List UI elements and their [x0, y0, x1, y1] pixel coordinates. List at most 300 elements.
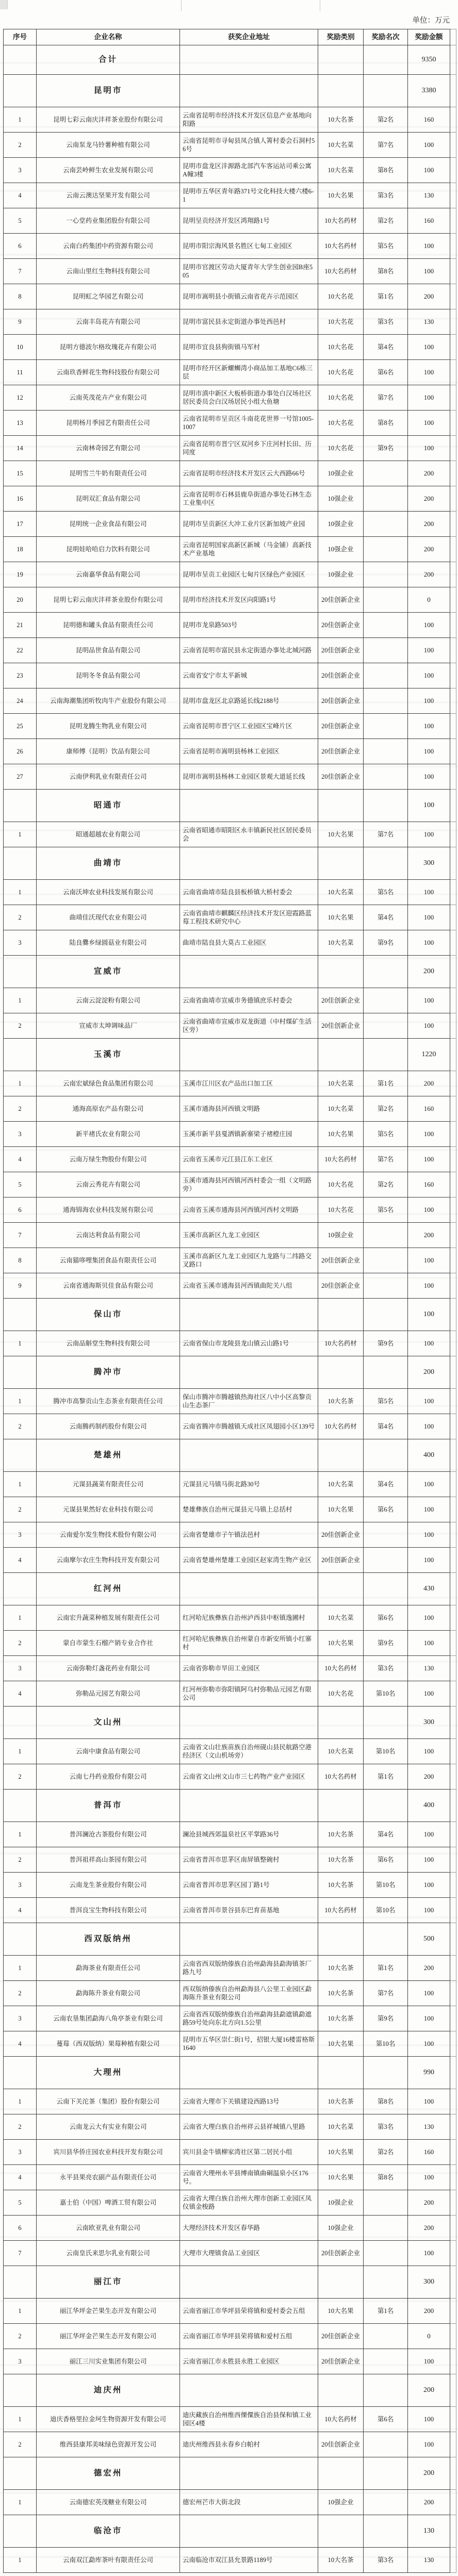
- table-row: [4, 537, 456, 562]
- table-row: [4, 2057, 456, 2089]
- cell-rank: [364, 537, 408, 562]
- cell-rank: [364, 461, 408, 486]
- cell-seq: 2: [4, 1764, 37, 1790]
- cell-rank: [364, 1439, 408, 1472]
- cell-category: 10大名花: [318, 436, 364, 461]
- cell-address: 云南省曲靖市宣威市务德镇庶乐村委会: [180, 988, 318, 1013]
- cell-category: 20佳创新企业: [318, 2324, 364, 2349]
- sliver-column: [450, 638, 456, 663]
- cell-address: 云南省保山市龙陵县龙山镇云山路1号: [180, 1331, 318, 1356]
- sliver-column: [450, 1122, 456, 1147]
- cell-amount: 200: [408, 537, 450, 562]
- table-row: [4, 930, 456, 956]
- cell-amount: 100: [408, 739, 450, 764]
- cell-seq: 1: [4, 2299, 37, 2324]
- cell-category: [318, 2266, 364, 2299]
- table-row: [4, 1299, 456, 1331]
- cell-category: 10大名果: [318, 1122, 364, 1147]
- col-header-seq: 序号: [4, 29, 37, 45]
- cell-company-name: 云南爱尔发生物技术股份有限公司: [37, 1522, 180, 1548]
- sliver-column: [450, 1497, 456, 1522]
- cell-category: [318, 2515, 364, 2548]
- cell-company-name: 昆明杨月季园艺有限责任公司: [37, 411, 180, 436]
- cell-company-name: 西双版纳州: [37, 1923, 180, 1956]
- table-row: [4, 562, 456, 587]
- cell-address: 云南省腾冲市腾越镇天成社区凤翅园小区139号: [180, 1414, 318, 1439]
- cell-address: 昆明市五华区崇仁街1号，招银大厦16楼雷格斯 1640: [180, 2031, 318, 2057]
- cell-rank: [364, 663, 408, 688]
- cell-seq: [4, 790, 37, 822]
- cell-rank: [364, 2190, 408, 2216]
- cell-category: 20佳创新企业: [318, 587, 364, 613]
- table-row: [4, 2299, 456, 2324]
- cell-address: 云南省曲靖市陆良县板桥镇大桥村委会: [180, 880, 318, 905]
- cell-seq: 4: [4, 1147, 37, 1172]
- sliver-column: [450, 1656, 456, 1681]
- sliver-column: [450, 29, 456, 45]
- cell-amount: 100: [408, 1331, 450, 1356]
- table-row: [4, 1248, 456, 1273]
- cell-company-name: 昆明七彩云南庆沣祥茶业股份有限公司: [37, 107, 180, 133]
- cell-amount: 100: [408, 1631, 450, 1656]
- cell-address: 云南省昆明市晋宁区双河乡下庄河村长田、历同度: [180, 436, 318, 461]
- cell-category: 10大名茶: [318, 1847, 364, 1873]
- cell-amount: 100: [408, 822, 450, 847]
- cell-company-name: 丽江市: [37, 2266, 180, 2299]
- table-row: [4, 2324, 456, 2349]
- cell-address: 云南省昭通市昭阳区永丰镇新民社区居民委员会: [180, 822, 318, 847]
- cell-category: 10大名茶: [318, 1389, 364, 1414]
- table-row: [4, 2548, 456, 2573]
- cell-category: 20佳创新企业: [318, 714, 364, 739]
- table-row: [4, 1573, 456, 1605]
- sliver-column: [450, 1573, 456, 1605]
- cell-rank: [364, 790, 408, 822]
- cell-address: 红河哈尼族彝族自治州蒙自市新安所镇小红寨村: [180, 1631, 318, 1656]
- cell-seq: 7: [4, 259, 37, 284]
- cell-rank: 第9名: [364, 2006, 408, 2031]
- cell-seq: 3: [4, 2006, 37, 2031]
- cell-rank: [364, 2216, 408, 2241]
- cell-rank: [364, 45, 408, 75]
- cell-company-name: 云南泵龙马铃薯种植有限公司: [37, 133, 180, 158]
- cell-rank: 第5名: [364, 1197, 408, 1223]
- cell-company-name: 红河州: [37, 1573, 180, 1605]
- sliver-column: [450, 133, 456, 158]
- sliver-column: [450, 75, 456, 107]
- table-row: [4, 208, 456, 234]
- table-row: [4, 1522, 456, 1548]
- cell-seq: 7: [4, 1223, 37, 1248]
- sliver-column: [450, 1981, 456, 2006]
- col-header-company-name: 企业名称: [37, 29, 180, 45]
- cell-amount: 100: [408, 880, 450, 905]
- sliver-column: [450, 2216, 456, 2241]
- sliver-column: [450, 2165, 456, 2190]
- cell-rank: 第5名: [364, 234, 408, 259]
- cell-category: 10大名花: [318, 1197, 364, 1223]
- cell-rank: 第2名: [364, 1172, 408, 1197]
- cell-company-name: 云南万绿生物股份有限公司: [37, 1147, 180, 1172]
- cell-rank: [364, 2324, 408, 2349]
- cell-seq: 1: [4, 1956, 37, 1981]
- table-row: [4, 1039, 456, 1071]
- table-row: [4, 45, 456, 75]
- col-header-rank: 奖励名次: [364, 29, 408, 45]
- cell-category: 10大名菜: [318, 1096, 364, 1122]
- cell-amount: 200: [408, 2190, 450, 2216]
- cell-seq: 1: [4, 2089, 37, 2114]
- cell-amount: 0: [408, 587, 450, 613]
- cell-amount: 200: [408, 562, 450, 587]
- cell-seq: 2: [4, 1414, 37, 1439]
- sliver-column: [450, 259, 456, 284]
- sliver-column: [450, 1873, 456, 1898]
- cell-address: 云南省丽江市永胜县永胜工业园区: [180, 2349, 318, 2374]
- cell-seq: [4, 2457, 37, 2490]
- cell-category: 10强企业: [318, 512, 364, 537]
- cell-seq: 4: [4, 1681, 37, 1707]
- table-row: [4, 360, 456, 385]
- cell-address: 玉溪市高新区九龙工业园区: [180, 1223, 318, 1248]
- cell-amount: 100: [408, 2432, 450, 2457]
- sliver-column: [450, 790, 456, 822]
- cell-rank: [364, 486, 408, 512]
- sliver-column: [450, 1356, 456, 1389]
- cell-rank: 第4名: [364, 905, 408, 930]
- table-row: [4, 486, 456, 512]
- cell-address: 玉溪市江川区农产品出口加工区: [180, 1071, 318, 1096]
- cell-amount: 300: [408, 1707, 450, 1739]
- sliver-column: [450, 2089, 456, 2114]
- cell-seq: 5: [4, 1172, 37, 1197]
- cell-rank: 第8名: [364, 158, 408, 183]
- cell-seq: [4, 1039, 37, 1071]
- cell-rank: 第2名: [364, 1096, 408, 1122]
- cell-amount: 100: [408, 1847, 450, 1873]
- table-row: [4, 587, 456, 613]
- cell-seq: 1: [4, 1822, 37, 1847]
- cell-rank: 第9名: [364, 930, 408, 956]
- cell-company-name: 昆明统一企业食品有限公司: [37, 512, 180, 537]
- cell-company-name: 云南伊利乳业有限责任公司: [37, 764, 180, 790]
- scan-artifact-strip: [0, 0, 458, 12]
- cell-address: [180, 1299, 318, 1331]
- table-row: [4, 2190, 456, 2216]
- cell-category: 10大名花: [318, 335, 364, 360]
- cell-amount: 100: [408, 1522, 450, 1548]
- cell-seq: 4: [4, 1548, 37, 1573]
- cell-seq: 1: [4, 107, 37, 133]
- cell-category: 20佳创新企业: [318, 688, 364, 714]
- cell-amount: 200: [408, 1223, 450, 1248]
- cell-rank: 第5名: [364, 1389, 408, 1414]
- cell-address: 红河哈尼族彝族自治州泸西县中枢镇逸圃村: [180, 1605, 318, 1631]
- cell-company-name: 临沧市: [37, 2515, 180, 2548]
- table-row: [4, 638, 456, 663]
- sliver-column: [450, 1631, 456, 1656]
- sliver-column: [450, 385, 456, 411]
- cell-amount: 100: [408, 1681, 450, 1707]
- cell-address: 昆明市呈贡工业园区七甸片区绿色产业园区: [180, 562, 318, 587]
- cell-company-name: 昆明方德波尔格玫瑰花卉有限公司: [37, 335, 180, 360]
- sliver-column: [450, 2407, 456, 2432]
- cell-rank: [364, 847, 408, 880]
- sliver-column: [450, 1013, 456, 1039]
- cell-category: 10大名药材: [318, 1656, 364, 1681]
- sliver-column: [450, 335, 456, 360]
- table-row: [4, 1681, 456, 1707]
- cell-amount: 130: [408, 309, 450, 335]
- cell-rank: 第10名: [364, 1739, 408, 1764]
- cell-seq: 19: [4, 562, 37, 587]
- cell-category: 20佳创新企业: [318, 613, 364, 638]
- cell-address: [180, 2374, 318, 2407]
- cell-seq: 6: [4, 1197, 37, 1223]
- table-row: [4, 764, 456, 790]
- cell-rank: 第6名: [364, 1605, 408, 1631]
- cell-company-name: 云南摩尔农庄生物科技开发有限公司: [37, 1548, 180, 1573]
- cell-seq: 8: [4, 1248, 37, 1273]
- cell-rank: 第3名: [364, 309, 408, 335]
- cell-category: 10大名花: [318, 411, 364, 436]
- cell-seq: [4, 2374, 37, 2407]
- cell-amount: 100: [408, 2031, 450, 2057]
- cell-company-name: 嘉士伯（中国）啤酒工贸有限公司: [37, 2190, 180, 2216]
- cell-address: 西双版纳傣族自治州勐海县八公里工业园区勐海陈升茶业有限公司: [180, 1981, 318, 2006]
- cell-rank: 第8名: [364, 411, 408, 436]
- cell-category: 20佳创新企业: [318, 1248, 364, 1273]
- table-row: [4, 1197, 456, 1223]
- sliver-column: [450, 587, 456, 613]
- col-header-category: 奖励类别: [318, 29, 364, 45]
- table-row: [4, 2165, 456, 2190]
- cell-company-name: 云南省通海斯贝佳食品有限公司: [37, 1273, 180, 1299]
- table-row: [4, 613, 456, 638]
- cell-rank: [364, 2515, 408, 2548]
- sliver-column: [450, 284, 456, 309]
- cell-seq: 22: [4, 638, 37, 663]
- sliver-column: [450, 613, 456, 638]
- cell-seq: [4, 1707, 37, 1739]
- cell-amount: 100: [408, 688, 450, 714]
- sliver-column: [450, 208, 456, 234]
- sliver-column: [450, 2114, 456, 2140]
- cell-company-name: 蒙自市蒙生石榴产销专业合作社: [37, 1631, 180, 1656]
- cell-company-name: 丽江华坪金芒果生态开发有限公司: [37, 2299, 180, 2324]
- cell-amount: 100: [408, 335, 450, 360]
- cell-rank: [364, 2241, 408, 2266]
- cell-amount: 100: [408, 764, 450, 790]
- cell-category: 10大名茶: [318, 1981, 364, 2006]
- cell-company-name: 腾冲市高黎贡山生态茶业有限责任公司: [37, 1389, 180, 1414]
- sliver-column: [450, 1172, 456, 1197]
- cell-rank: 第7名: [364, 385, 408, 411]
- table-row: [4, 1389, 456, 1414]
- sliver-column: [450, 1273, 456, 1299]
- cell-company-name: 昭通超越农业有限公司: [37, 822, 180, 847]
- cell-category: 10大名药材: [318, 234, 364, 259]
- cell-company-name: 云南品斛堂生物科技有限公司: [37, 1331, 180, 1356]
- table-row: [4, 2006, 456, 2031]
- cell-rank: [364, 714, 408, 739]
- table-row: [4, 1472, 456, 1497]
- table-row: [4, 259, 456, 284]
- cell-category: [318, 1707, 364, 1739]
- cell-address: 云南省普洱市思茅区园丁路1号: [180, 1873, 318, 1898]
- sliver-column: [450, 1739, 456, 1764]
- cell-company-name: 云南云澳达坚果开发有限公司: [37, 183, 180, 208]
- cell-amount: 100: [408, 1299, 450, 1331]
- cell-amount: 100: [408, 1248, 450, 1273]
- cell-seq: 1: [4, 822, 37, 847]
- cell-address: 迪庆州维西县永春乡白帕村: [180, 2432, 318, 2457]
- cell-address: 云南省西双版纳傣族自治州勐海县勐海镇茶厂路九号: [180, 1956, 318, 1981]
- cell-address: 玉溪市通海县河西镇文明路: [180, 1096, 318, 1122]
- cell-category: [318, 1299, 364, 1331]
- cell-company-name: 云南沃坤农业科技发展有限公司: [37, 880, 180, 905]
- table-row: [4, 1790, 456, 1822]
- sliver-column: [450, 486, 456, 512]
- sliver-column: [450, 764, 456, 790]
- cell-seq: 1: [4, 1605, 37, 1631]
- cell-rank: 第10名: [364, 1873, 408, 1898]
- cell-category: 10大名药材: [318, 1898, 364, 1923]
- cell-category: [318, 1573, 364, 1605]
- cell-rank: 第7名: [364, 133, 408, 158]
- cell-address: 迪庆藏族自治州维西傈僳族自治县保和镇工业园区4楼: [180, 2407, 318, 2432]
- cell-category: 10大名茶: [318, 107, 364, 133]
- cell-amount: 100: [408, 360, 450, 385]
- cell-category: 10大名茶: [318, 2006, 364, 2031]
- sliver-column: [450, 847, 456, 880]
- cell-seq: 2: [4, 1631, 37, 1656]
- cell-rank: 第2名: [364, 2140, 408, 2165]
- cell-company-name: 文山州: [37, 1707, 180, 1739]
- cell-address: 云南省昆明国家高新区新城（马金铺）高新技术产业基地: [180, 537, 318, 562]
- table-row: [4, 663, 456, 688]
- cell-company-name: 云南龙云大有实业有限公司: [37, 2114, 180, 2140]
- table-row: [4, 2432, 456, 2457]
- cell-company-name: 曲靖市: [37, 847, 180, 880]
- table-row: [4, 1898, 456, 1923]
- cell-company-name: 云南林奇园艺有限公司: [37, 436, 180, 461]
- sliver-column: [450, 739, 456, 764]
- sliver-column: [450, 1605, 456, 1631]
- cell-amount: 160: [408, 1172, 450, 1197]
- cell-category: 10大名果: [318, 822, 364, 847]
- table-row: [4, 1331, 456, 1356]
- table-row: [4, 880, 456, 905]
- cell-rank: 第10名: [364, 1681, 408, 1707]
- cell-seq: 6: [4, 2216, 37, 2241]
- table-row: [4, 1822, 456, 1847]
- cell-rank: 第3名: [364, 2114, 408, 2140]
- table-row: [4, 714, 456, 739]
- cell-amount: 100: [408, 2089, 450, 2114]
- sliver-column: [450, 537, 456, 562]
- table-row: [4, 1439, 456, 1472]
- cell-address: 昆明市盘龙区沣源路北部汽车客运站司乘公寓A幢3楼: [180, 158, 318, 183]
- reward-table: [3, 29, 456, 2573]
- sliver-column: [450, 411, 456, 436]
- cell-category: 10强企业: [318, 1223, 364, 1248]
- cell-category: 10大名花: [318, 1172, 364, 1197]
- sliver-column: [450, 2374, 456, 2407]
- cell-amount: 200: [408, 2457, 450, 2490]
- sliver-column: [450, 822, 456, 847]
- table-body: [4, 45, 456, 2573]
- cell-address: [180, 1039, 318, 1071]
- table-row: [4, 790, 456, 822]
- sliver-column: [450, 2432, 456, 2457]
- table-row: [4, 133, 456, 158]
- cell-category: 10大名药材: [318, 2407, 364, 2432]
- table-row: [4, 1764, 456, 1790]
- cell-seq: 14: [4, 436, 37, 461]
- cell-amount: 130: [408, 2114, 450, 2140]
- cell-seq: 7: [4, 2241, 37, 2266]
- cell-category: [318, 847, 364, 880]
- cell-address: 大理市大理镇食品工业园区: [180, 2241, 318, 2266]
- cell-category: [318, 1790, 364, 1822]
- table-row: [4, 1273, 456, 1299]
- cell-category: 10大名茶: [318, 2089, 364, 2114]
- cell-address: 云南省昆明市石林县鹿阜街道办事处石林生态工业集中区: [180, 486, 318, 512]
- table-row: [4, 461, 456, 486]
- cell-amount: 100: [408, 988, 450, 1013]
- sliver-column: [450, 930, 456, 956]
- cell-amount: 100: [408, 663, 450, 688]
- sliver-column: [450, 1681, 456, 1707]
- table-row: [4, 1172, 456, 1197]
- cell-company-name: 昆明雪兰牛奶有限责任公司: [37, 461, 180, 486]
- table-row: [4, 688, 456, 714]
- cell-rank: 第9名: [364, 1331, 408, 1356]
- cell-address: 云南省楚雄州楚雄工业园区赵家湾生物产业区: [180, 1548, 318, 1573]
- cell-company-name: 勐海茶业有限责任公司: [37, 1956, 180, 1981]
- cell-rank: [364, 1790, 408, 1822]
- table-row: [4, 1071, 456, 1096]
- cell-company-name: 昆明虹之华园艺有限公司: [37, 284, 180, 309]
- cell-rank: [364, 688, 408, 714]
- cell-company-name: 元谋县果然好农业科技有限公司: [37, 1497, 180, 1522]
- sliver-column: [450, 1898, 456, 1923]
- cell-rank: 第10名: [364, 2031, 408, 2057]
- sliver-column: [450, 1822, 456, 1847]
- cell-company-name: 玉溪市: [37, 1039, 180, 1071]
- cell-seq: [4, 1573, 37, 1605]
- cell-company-name: 通海锦海农业科技发展有限公司: [37, 1197, 180, 1223]
- cell-rank: [364, 764, 408, 790]
- cell-company-name: 陆良爨乡绿圆菇业有限公司: [37, 930, 180, 956]
- cell-rank: 第8名: [364, 2089, 408, 2114]
- cell-company-name: 普洱祖祥高山茶园有限公司: [37, 1847, 180, 1873]
- cell-amount: 100: [408, 1739, 450, 1764]
- table-row: [4, 2216, 456, 2241]
- cell-company-name: 云南中康食品有限公司: [37, 1739, 180, 1764]
- cell-category: 20佳创新企业: [318, 988, 364, 1013]
- sliver-column: [450, 1790, 456, 1822]
- cell-address: 昆明市嵩明县小街镇云南省花卉示范园区: [180, 284, 318, 309]
- cell-category: 10大名果: [318, 183, 364, 208]
- cell-seq: 4: [4, 183, 37, 208]
- cell-address: 曲靖市陆良县大莫古工业园区: [180, 930, 318, 956]
- sliver-column: [450, 2057, 456, 2089]
- cell-seq: 5: [4, 2190, 37, 2216]
- cell-company-name: 丽江华坪金芒果生态开发有限公司: [37, 2324, 180, 2349]
- sliver-column: [450, 436, 456, 461]
